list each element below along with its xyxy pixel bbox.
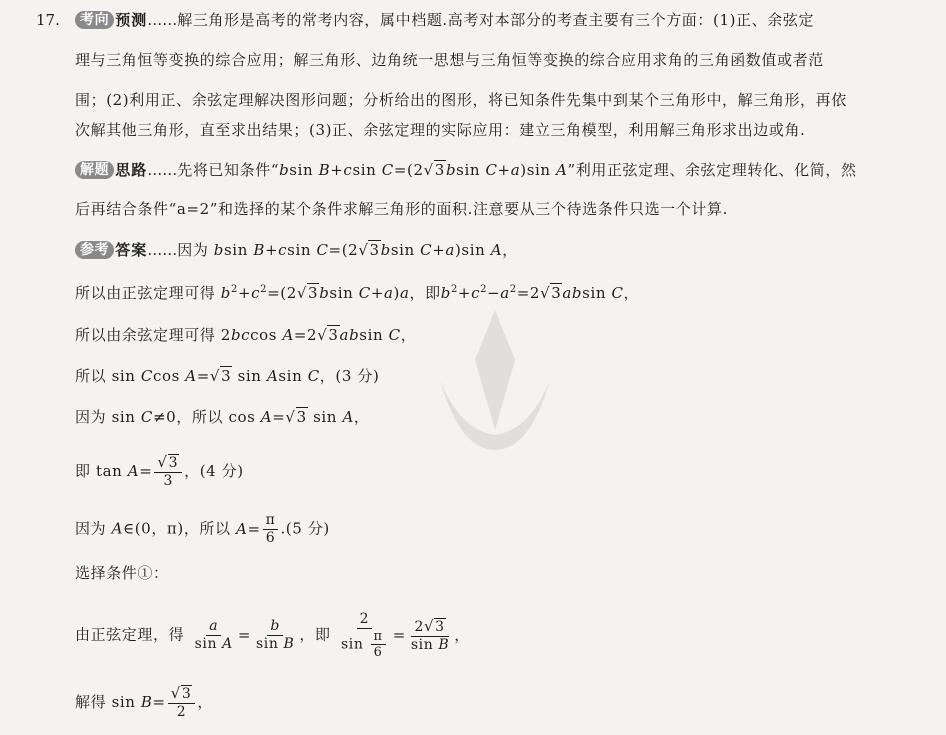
- question-number: 17.: [36, 11, 60, 29]
- yuce-heading: 预测: [115, 11, 148, 29]
- answer-line-6: [75, 454, 244, 490]
- formula-sinb: sin B= $\frac{√3}{2}$ ，: [111, 684, 213, 720]
- formula-cosine-rule: 2bccos A=2√3absin C，: [220, 326, 417, 344]
- heading-dots: ……: [147, 161, 178, 179]
- heading-dots: ……: [147, 241, 178, 259]
- kaoxiang-badge: 考向: [75, 11, 114, 29]
- formula-sine-ratio: $\frac{a}{\text{sin A}}$ = $\frac{b}{\text{sin B}}$: [194, 618, 295, 652]
- formula-sine-ratio-values: 2 sin $\frac{\pi}{6}$ = $\frac{2√3}{\text{sin B}}$ ，: [341, 611, 470, 660]
- heading-dots: ……: [147, 11, 178, 29]
- answer-l7-mid: ，所以: [183, 519, 231, 538]
- formula-tana: tan A= $\frac{√3}{3}$: [96, 462, 184, 480]
- silu-line-2: 后再结合条件“a=2”和选择的某个条件求解三角形的面积.注意要从三个待选条件只选一个计算.: [75, 200, 728, 218]
- kaoxiang-line-4: 次解其他三角形，直至求出结果；(3)正、余弦定理的实际应用：建立三角模型，利用解三角形求出边或角.: [75, 121, 806, 139]
- watermark-emblem: [420, 300, 570, 460]
- kaoxiang-line-2: 理与三角恒等变换的综合应用；解三角形、边角统一思想与三角恒等变换的综合应用求角的三角函数值或者范: [75, 51, 824, 69]
- answer-l5-prefix: 因为: [75, 408, 107, 426]
- answer-l4-prefix: 所以: [75, 367, 107, 385]
- answer-line-4: [75, 366, 379, 386]
- score-5: .(5 分): [280, 519, 330, 538]
- kaoxiang-line-1: [75, 10, 814, 30]
- kaoxiang-line-3: 围；(2)利用正、余弦定理解决图形问题；分析给出的图形，将已知条件先集中到某个三角形中，解三角形，再依: [75, 91, 847, 109]
- answer-line-7: [75, 512, 330, 547]
- formula-cosa: cos A=√3 sin A，: [228, 408, 370, 426]
- answer-l7-prefix: 因为: [75, 519, 107, 538]
- answer-line-3: [75, 325, 416, 345]
- answer-line-10: [75, 685, 213, 721]
- answer-l3-prefix: 所以由余弦定理可得: [75, 326, 216, 344]
- answer-line-1: [75, 240, 518, 260]
- answer-line-9: [75, 611, 470, 660]
- answer-l9-prefix: 由正弦定理，得: [75, 625, 185, 644]
- answer-l6-prefix: 即: [75, 462, 91, 480]
- formula-sinc-nonzero: sin C≠0: [111, 408, 177, 426]
- silu-text-b: ”利用正弦定理、余弦定理转化、化简，然: [567, 161, 857, 179]
- jieti-badge: 解题: [75, 161, 114, 179]
- answer-line-5: [75, 407, 369, 427]
- cankao-badge: 参考: [75, 241, 114, 259]
- kaoxiang-text-1: 解三角形是高考的常考内容，属中档题.高考对本部分的考查主要有三个方面：(1)正、余弦定: [177, 11, 815, 29]
- answer-l9-mid: ，即: [299, 625, 331, 644]
- score-4: ，(4 分): [184, 462, 244, 480]
- answer-l2-mid: ，即: [409, 284, 441, 302]
- answer-l10-prefix: 解得: [75, 693, 107, 711]
- silu-formula: bsin B+csin C=(2√3bsin C+a)sin A: [279, 161, 568, 179]
- daan-heading: 答案: [115, 241, 148, 259]
- answer-l1-prefix: 因为: [177, 241, 209, 259]
- formula-step-4: sin Ccos A=√3 sin Asin C: [111, 367, 320, 385]
- answer-line-8: 选择条件①：: [75, 564, 169, 582]
- formula-sine-rule: $b^2+c^2=(2√3bsin$ C+a)a: [220, 284, 410, 302]
- answer-l2-prefix: 所以由正弦定理可得: [75, 284, 216, 302]
- formula-expanded: $b^2+c^2-a^2=2√3absin$ C，: [440, 284, 640, 302]
- silu-heading: 思路: [115, 161, 148, 179]
- formula-given: bsin B+csin C=(2√3bsin C+a)sin A，: [213, 241, 518, 259]
- answer-l5-mid: ，所以: [176, 408, 224, 426]
- formula-a-value: A= $\frac{\pi}{6}$: [236, 520, 280, 538]
- score-3: ，(3 分): [319, 367, 380, 385]
- silu-line-1: [75, 160, 857, 180]
- silu-text-a: 先将已知条件“: [177, 161, 280, 179]
- formula-a-range: A∈(0，π): [111, 519, 184, 538]
